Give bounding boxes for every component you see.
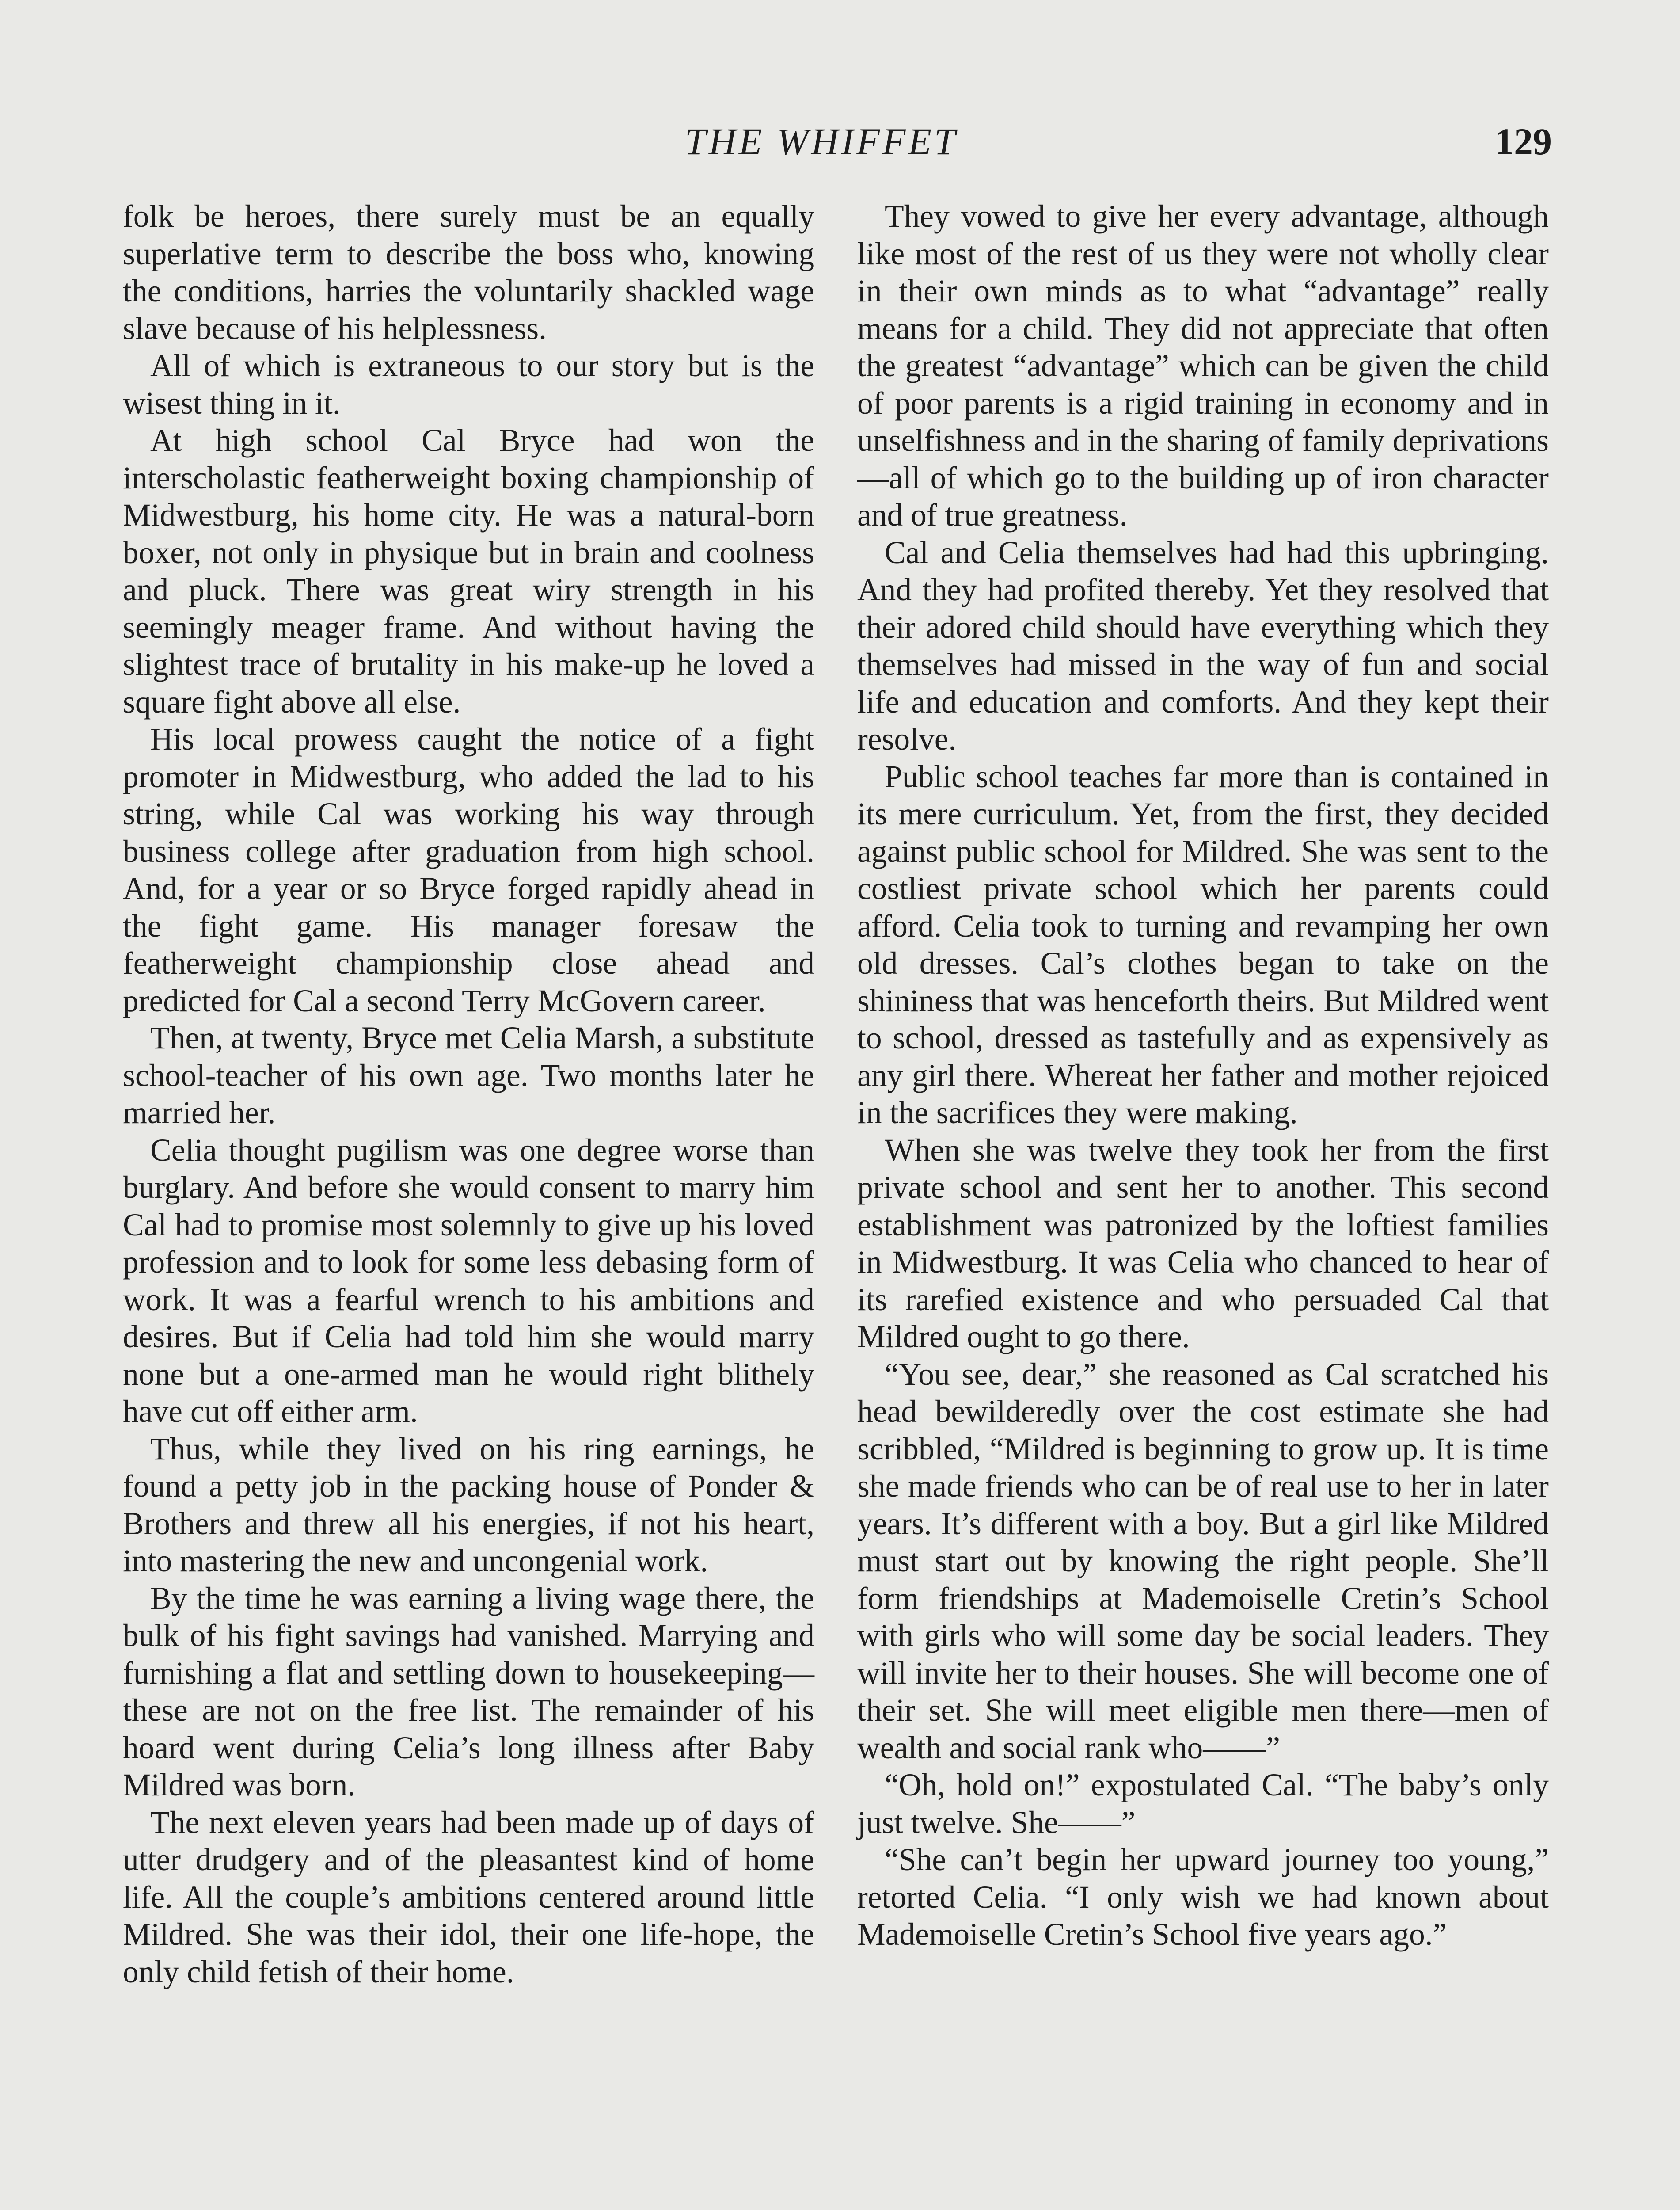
- paragraph: Cal and Celia themselves had had this upbringing. And they had profited thereby. Yet they resolved that their adored child should have everything which they themselves had missed in the way of fun and social life and education and comforts. And they kept their resolve.: [857, 535, 1549, 757]
- running-title: THE WHIFFET: [685, 120, 958, 163]
- paragraph: Celia thought pugilism was one degree worse than burglary. And before she would consent to marry him Cal had to promise most solemnly to give up his loved profession and to look for some less debasing form of work. It was a fearful wrench to his ambitions and desires. But if Celia had told him she would marry none but a one-armed man he would right blithely have cut off either arm.: [123, 1132, 814, 1429]
- paragraph: His local prowess caught the notice of a fight promoter in Midwestburg, who added the lad to his string, while Cal was working his way through business college after graduation from high school. And, for a year or so Bryce forged rapidly ahead in the fight game. His manager foresaw the featherweight championship close ahead and predicted for Cal a second Terry McGovern career.: [123, 722, 814, 1018]
- paragraph: Then, at twenty, Bryce met Celia Marsh, a substitute school-teacher of his own age. Two months later he married her.: [123, 1021, 814, 1130]
- paragraph: “You see, dear,” she reasoned as Cal scratched his head bewilderedly over the cost estimate she had scribbled, “Mildred is beginning to grow up. It is time she made friends who can be of real use to her in later years. It’s different with a boy. But a girl like Mildred must start out by knowing the right people. She’ll form friendships at Mademoiselle Cretin’s School with girls who will some day be social leaders. They will invite her to their houses. She will become one of their set. She will meet eligible men there—men of wealth and social rank who——”: [857, 1356, 1549, 1765]
- page-number: 129: [1495, 120, 1552, 163]
- paragraph: At high school Cal Bryce had won the interscholastic featherweight boxing championship of Midwestburg, his home city. He was a natural-born boxer, not only in physique but in brain and coolness and pluck. There was great wiry strength in his seemingly meager frame. And without having the slightest trace of brutality in his make-up he loved a square fight above all else.: [123, 423, 814, 720]
- paragraph: “She can’t begin her upward journey too young,” retorted Celia. “I only wish we had known about Mademoiselle Cretin’s School five years ago.”: [857, 1842, 1549, 1952]
- paragraph: Thus, while they lived on his ring earnings, he found a petty job in the packing house of Ponder & Brothers and threw all his energies, if not his heart, into mastering the new and uncongenial work.: [123, 1431, 814, 1578]
- paragraph: “Oh, hold on!” expostulated Cal. “The baby’s only just twelve. She——”: [857, 1768, 1549, 1840]
- paragraph: They vowed to give her every advantage, although like most of the rest of us they were not wholly clear in their own minds as to what “advantage” really means for a child. They did not appreciate that often the greatest “advantage” which can be given the child of poor parents is a rigid training in economy and in unselfishness and in the sharing of family deprivations—all of which go to the building up of iron character and of true greatness.: [857, 199, 1549, 533]
- left-column: [123, 198, 814, 1991]
- paragraph: By the time he was earning a living wage there, the bulk of his fight savings had vanished. Marrying and furnishing a flat and settling down to housekeeping—these are not on the free list. The remainder of his hoard went during Celia’s long illness after Baby Mildred was born.: [123, 1581, 814, 1802]
- running-header: [0, 113, 1680, 170]
- right-column: [857, 198, 1549, 1954]
- paragraph: When she was twelve they took her from the first private school and sent her to another. This second establishment was patronized by the loftiest families in Midwestburg. It was Celia who chanced to hear of its rarefied existence and who persuaded Cal that Mildred ought to go there.: [857, 1132, 1549, 1354]
- paragraph: The next eleven years had been made up of days of utter drudgery and of the pleasantest kind of home life. All the couple’s ambitions centered around little Mildred. She was their idol, their one life-hope, the only child fetish of their home.: [123, 1805, 814, 1989]
- paragraph: Public school teaches far more than is contained in its mere curriculum. Yet, from the first, they decided against public school for Mildred. She was sent to the costliest private school which her parents could afford. Celia took to turning and revamping her own old dresses. Cal’s clothes began to take on the shininess that was henceforth theirs. But Mildred went to school, dressed as tastefully and as expensively as any girl there. Whereat her father and mother rejoiced in the sacrifices they were making.: [857, 759, 1549, 1130]
- paragraph: All of which is extraneous to our story but is the wisest thing in it.: [123, 348, 814, 421]
- paragraph: folk be heroes, there surely must be an equally superlative term to describe the boss who, knowing the conditions, harries the voluntarily shackled wage slave because of his helplessness.: [123, 199, 814, 346]
